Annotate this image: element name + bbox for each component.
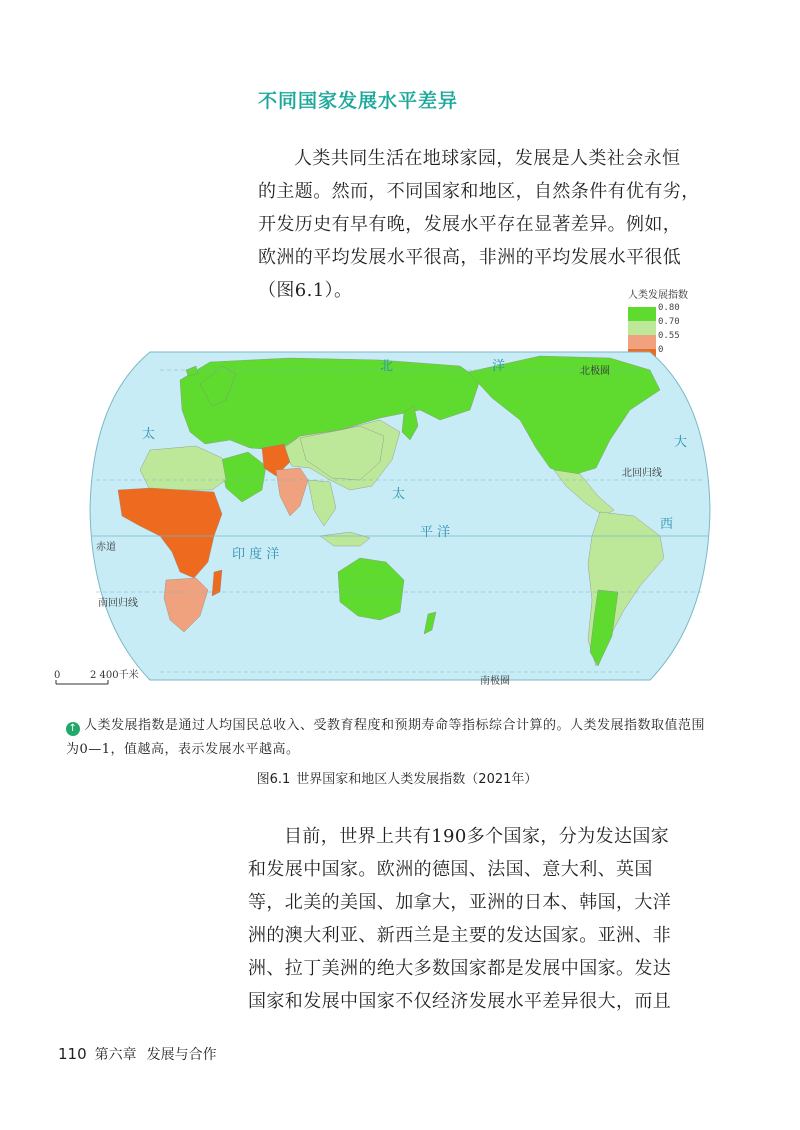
paragraph-line: 和发展中国家。欧洲的德国、法国、意大利、英国	[248, 859, 653, 880]
legend-value: 0.70	[658, 317, 680, 327]
chapter-label: 第六章	[94, 1047, 137, 1063]
page-number: 110	[58, 1045, 87, 1063]
label-pacific-left: 太	[142, 427, 156, 442]
body-paragraph	[248, 820, 698, 1018]
paragraph-line: 目前，世界上共有190多个国家，分为发达国家	[284, 826, 670, 847]
figure-title: 世界国家和地区人类发展指数（2021年）	[296, 772, 538, 787]
legend-value: 0.55	[658, 331, 680, 341]
paragraph-line: 洲、拉丁美洲的绝大多数国家都是发展中国家。发达	[248, 958, 672, 979]
scale-zero: 0	[54, 670, 61, 681]
label-atlantic: 西	[660, 517, 674, 532]
intro-paragraph	[258, 142, 698, 307]
legend-value: 0	[658, 345, 664, 355]
legend-title: 人类发展指数	[628, 290, 688, 301]
label-tropic-cancer: 北回归线	[622, 468, 662, 479]
legend-value: 0.80	[658, 303, 680, 313]
label-north: 北	[380, 359, 394, 374]
figure-caption	[0, 768, 800, 787]
note-text: 人类发展指数是通过人均国民总收入、受教育程度和预期寿命等指标综合计算的。人类发展指数取值范围为0—1，值越高，表示发展水平越高。	[66, 718, 706, 757]
chapter-title: 发展与合作	[146, 1047, 217, 1063]
map-note	[66, 714, 706, 762]
section-heading: 不同国家发展水平差异	[258, 90, 459, 112]
label-north-pole-circle: 北极圈	[580, 366, 610, 377]
label-south-pole-circle: 南极圈	[480, 676, 510, 687]
paragraph-line: 的主题。然而，不同国家和地区，自然条件有优有劣，	[258, 181, 700, 202]
scale-distance: 2 400千米	[90, 670, 139, 681]
world-hdi-map	[0, 340, 800, 700]
figure-number: 图6.1	[256, 772, 291, 787]
paragraph-line: 洲的澳大利亚、新西兰是主要的发达国家。亚洲、非	[248, 925, 672, 946]
paragraph-line: 人类共同生活在地球家园，发展是人类社会永恒	[294, 148, 681, 169]
paragraph-line: （图6.1）。	[258, 280, 353, 301]
label-tropic-capricorn: 南回归线	[98, 598, 138, 609]
legend-swatch	[628, 307, 656, 321]
paragraph-line: 欧洲的平均发展水平很高，非洲的平均发展水平很低	[258, 247, 682, 268]
label-equator: 赤道	[96, 542, 116, 553]
label-pacific2: 太	[392, 487, 406, 502]
label-da: 大	[674, 435, 688, 450]
label-yang-north: 洋	[492, 359, 506, 374]
label-pacific-ocean: 平 洋	[420, 525, 451, 540]
label-indian-ocean: 印 度 洋	[232, 547, 280, 562]
paragraph-line: 国家和发展中国家不仅经济发展水平差异很大，而且	[248, 991, 672, 1012]
legend-swatch	[628, 321, 656, 335]
scale-bar	[54, 668, 139, 684]
paragraph-line: 等，北美的美国、加拿大，亚洲的日本、韩国，大洋	[248, 892, 672, 913]
arrow-up-icon: ↑	[66, 722, 80, 736]
page-footer	[58, 1044, 217, 1064]
paragraph-line: 开发历史有早有晚，发展水平存在显著差异。例如，	[258, 214, 682, 235]
